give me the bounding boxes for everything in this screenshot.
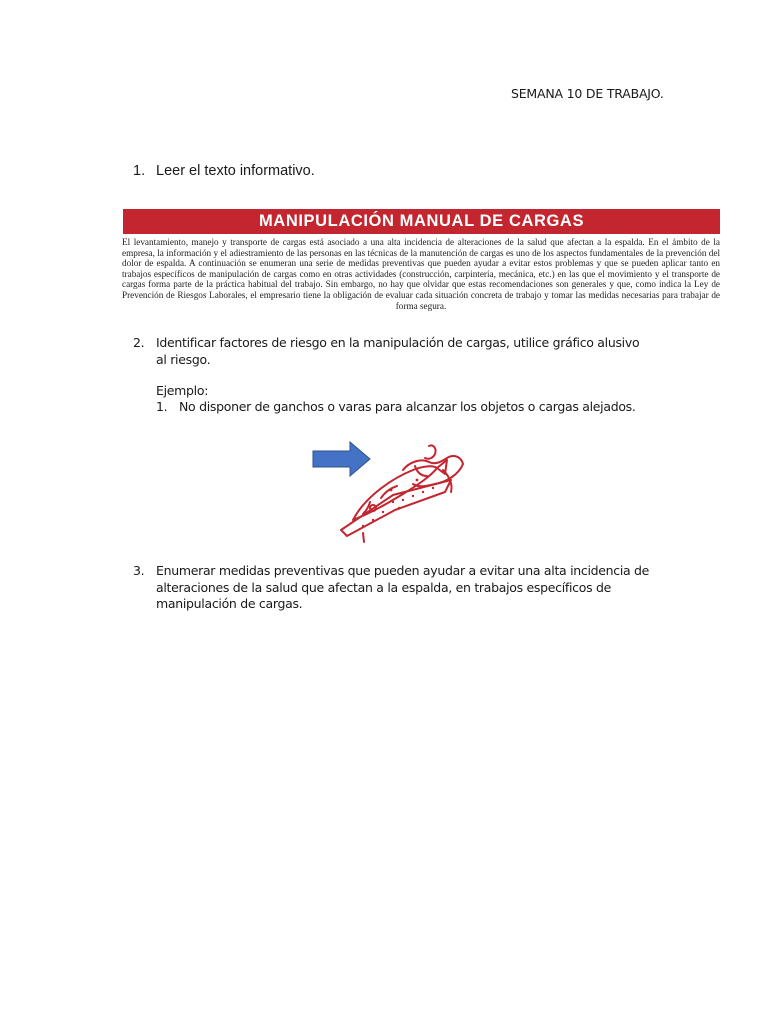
step-1 bbox=[133, 163, 315, 179]
example-item-1-number: 1. bbox=[156, 399, 168, 414]
example-label: Ejemplo: bbox=[156, 383, 209, 398]
step-1-text: Leer el texto informativo. bbox=[156, 163, 315, 179]
hand-reaching-load-icon bbox=[333, 440, 468, 545]
step-3-number: 3. bbox=[133, 563, 145, 578]
step-2-number: 2. bbox=[133, 335, 145, 350]
banner-title: MANIPULACIÓN MANUAL DE CARGAS bbox=[123, 209, 720, 234]
example-item-1-text: No disponer de ganchos o varas para alcanzar los objetos o cargas alejados. bbox=[179, 399, 636, 414]
step-2 bbox=[133, 335, 653, 368]
step-2-text: Identificar factores de riesgo en la manipulación de cargas, utilice gráfico alusivo al riesgo. bbox=[156, 335, 640, 367]
example-item-1 bbox=[156, 399, 676, 416]
banner-body-text: El levantamiento, manejo y transporte de cargas está asociado a una alta incidencia de alteraciones de la salud que afectan a la espalda. En el ámbito de la empresa, la información y el adiestramiento de las personas en las técnicas de la manutención de cargas es uno de los aspectos fundamentales de la prevención del dolor de espalda. A continuación se enumeran una serie de medidas preventivas que pueden ayudar a evitar estos problemas y que se pueden aplicar tanto en trabajos específicos de manipulación de cargas como en otras actividades (construcción, carpintería, mecánica, etc.) en las que el movimiento y el transporte de cargas forma parte de la práctica habitual del trabajo. Sin embargo, no hay que olvidar que estas recomendaciones son generales y que, como indica la Ley de Prevención de Riesgos Laborales, el empresario tiene la obligación de evaluar cada situación concreta de trabajo y tomar las medidas necesarias para trabajar de forma segura. bbox=[122, 237, 720, 311]
step-3-text: Enumerar medidas preventivas que pueden ayudar a evitar una alta incidencia de alteraciones de la salud que afectan a la espalda, en trabajos específicos de manipulación de cargas. bbox=[156, 563, 650, 611]
week-heading: SEMANA 10 DE TRABAJO. bbox=[511, 86, 664, 101]
step-3 bbox=[133, 563, 653, 613]
step-1-number: 1. bbox=[133, 163, 146, 179]
